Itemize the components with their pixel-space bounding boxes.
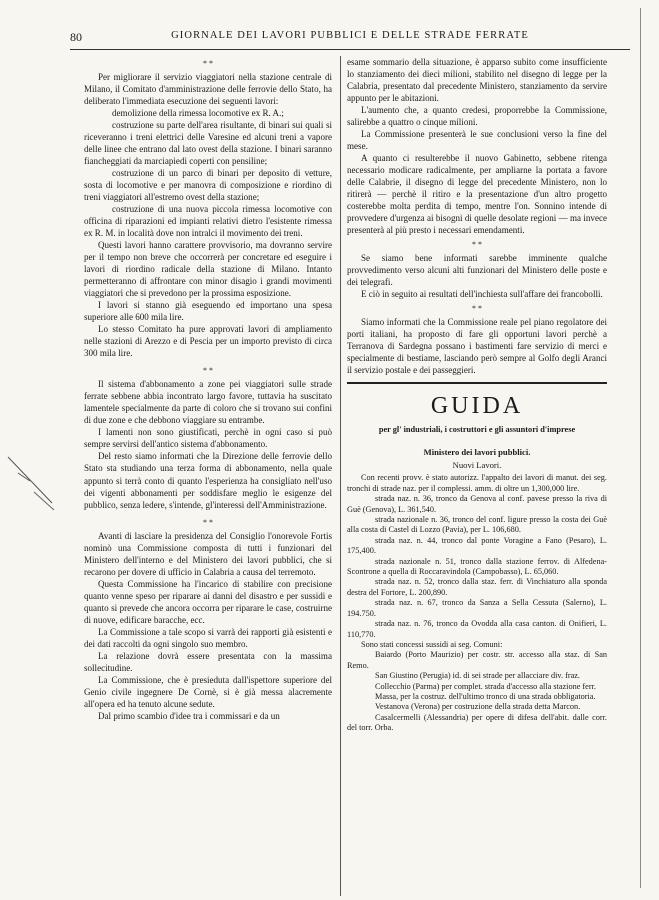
guida-entry: Casalcermelli (Alessandria) per opere di difesa dell'abit. dalle corr. del torr. Orba. — [347, 712, 607, 733]
section-separator: * * — [203, 59, 213, 68]
paragraph: esame sommario della situazione, è apparso subito come insufficiente lo stanziamento dei dieci milioni, stabilito nel disegno di legge per la Calabria, presentato dal precedente Ministero, stanziamento da servire appunto per le abitazioni. — [347, 57, 607, 104]
paragraph: La Commissione, che è presieduta dall'ispettore superiore del Genio civile ingegnere De Cornè, si è già messa alacremente all'opera ed ha tenuto alcune sedute. — [84, 674, 332, 709]
running-title: GIORNALE DEI LAVORI PUBBLICI E DELLE STRADE FERRATE — [171, 30, 529, 41]
section-separator: * * — [203, 517, 213, 527]
paragraph: costruzione di una nuova piccola rimessa locomotive con officina di riparazioni ed impianti relativi dietro l'esistente rimessa ex R. M. in località dove non intralci il movimento dei treni. — [84, 204, 332, 239]
paragraph: A quanto ci resulterebbe il nuovo Gabinetto, sebbene ritenga necessario modicare radicalmente, per ampliarne la portata a favore delle Calabrie, il disegno di legge del precedente Ministero, non lo ritirerà — perchè il ritiro e la presentazione d'un altro progetto costerebbe molta perdita di tempo, mentre l'on. Sonnino intende di provvedere d'urgenza ai bisogni di quelle desolate regioni — ma invece presenterà al più presto i necessari emendamenti. — [347, 153, 607, 236]
right-column — [347, 56, 607, 734]
paragraph: L'aumento che, a quanto credesi, proporrebbe la Commissione, salirebbe a quattro o cinque milioni. — [347, 105, 607, 128]
paragraph: La Commissione presenterà le sue conclusioni verso la fine del mese. — [347, 129, 607, 152]
paragraph: costruzione su parte dell'area risultante, di binari sui quali si riceveranno i treni elettrici delle Varesine ed alcuni treni a vapore delle linee che entrano dal lato ovest della stazione. I binari saranno fiancheggiati da marciapiedi coperti con pensiline; — [84, 120, 332, 167]
guida-entry: strada naz. n. 44, tronco dal ponte Voragine a Fano (Pesaro), L. 175,400. — [347, 535, 607, 556]
paragraph: Dal primo scambio d'idee tra i commissari e da un — [98, 710, 280, 721]
paragraph: Il sistema d'abbonamento a zone pei viaggiatori sulle strade ferrate sebbene abbia incontrato largo favore, tuttavia ha suscitato lamentele specialmente da parte di coloro che si trovano sui confini di due zone e che debbono viaggiare su entrambe. — [84, 379, 332, 426]
ministry-heading: Ministero dei lavori pubblici. — [423, 447, 531, 458]
section-separator: * * — [472, 240, 482, 250]
guida-entry: strada nazionale n. 51, tronco dalla stazione ferrov. di Alfedena-Scontrone a quella di Roccaravindola (Campobasso), L. 65,060. — [347, 556, 607, 577]
paragraph: Questa Commissione ha l'incarico di stabilire con precisione quanto venne speso per riparare ai danni del disastro e per sussidi e quanto si prevede che ancora occorra per riparare le case, costruirne di nuove, edificare baracche, ecc. — [84, 578, 332, 625]
guida-title: GUIDA — [430, 393, 524, 420]
guida-entry: Con recenti provv. è stato autorizz. l'appalto dei lavori di manut. dei seg. tronchi di strade naz. per il complessi. amm. di oltre un 1,300,000 lire. — [347, 473, 607, 493]
section-separator: * * — [472, 304, 482, 314]
paragraph: demolizione della rimessa locomotive ex R. A.; — [112, 108, 284, 119]
guida-entry: strada naz. n. 52, tronco dalla staz. ferr. di Vinchiaturo alla sponda destra del Fortore, L. 200,890. — [347, 577, 607, 597]
left-column — [84, 58, 332, 722]
paragraph: E ciò in seguito ai resultati dell'inchiesta sull'affare dei francobolli. — [361, 289, 603, 300]
paragraph: Lo stesso Comitato ha pure approvati lavori di ampliamento nelle stazioni di Arezzo e di Pescia per un importo previsto di circa 300 mila lire. — [84, 324, 332, 359]
guida-entry: Vestanova (Verona) per costruzione della strada detta Marcon. — [375, 702, 581, 712]
paragraph: La Commissione a tale scopo si varrà dei rapporti già esistenti e dei dati raccolti da ogni singolo suo membro. — [84, 626, 332, 649]
paragraph: I lavori si stanno già eseguendo ed importano una spesa superiore alle 600 mila lire. — [84, 300, 332, 323]
page-header — [70, 30, 630, 46]
header-rule — [70, 49, 630, 50]
paragraph: costruzione di un parco di binari per deposito di vetture, sosta di locomotive e per manovra di composizione e riordino di treni viaggiatori all'estremo ovest della stazione; — [84, 168, 332, 203]
guida-entry: strada naz. n. 76, tronco da Ovodda alla casa canton. di Onifieri, L. 110,770. — [347, 619, 607, 639]
guida-entry: strada naz. n. 67, tronco da Sanza a Sella Cessuta (Salerno), L. 194.750. — [347, 598, 607, 618]
section-heading: Nuovi Lavori. — [452, 460, 502, 471]
paragraph: Siamo informati che la Commissione reale pel piano regolatore dei porti italiani, ha proposto di fare gli opportuni lavori perchè a Terranova di Sardegna possano i bastimenti fare servizio di merci e specialmente di bestiame, lasciando però sempre al Golfo degli Aranci il servizio postale e dei passeggieri. — [347, 317, 607, 376]
guida-entry: San Giustino (Perugia) id. di sei strade per allacciare div. fraz. — [375, 671, 580, 681]
guida-entry: Baiardo (Porto Maurizio) per costr. str. accesso alla staz. di San Remo. — [347, 650, 607, 670]
paragraph: Avanti di lasciare la presidenza del Consiglio l'onorevole Fortis nominò una Commissione composta di tutti i funzionari del Ministero dell'interno e del Ministero dei lavori pubblici, che si recarono per dovere di ufficio in Calabria a causa del terremoto. — [84, 530, 332, 577]
paragraph: La relazione dovrà essere presentata con la massima sollecitudine. — [84, 650, 332, 673]
guida-subtitle: per gl' industriali, i costruttori e gli assuntori d'imprese — [378, 425, 576, 435]
stray-pen-mark-2 — [30, 488, 60, 518]
paragraph: Del resto siamo informati che la Direzione delle ferrovie dello Stato sta studiando una terza forma di abbonamento, nella quale appunto si terrà conto di quanto l'esperienza ha consigliato nell'uso dei vigenti abbonamenti per soddisfare meglio le esigenze del pubblico, senza ledere, s'intende, gl'interessi dell'Amministrazione. — [84, 451, 332, 510]
section-separator: * * — [203, 366, 213, 376]
column-rule — [340, 56, 341, 896]
guida-entry: strada naz. n. 36, tronco da Genova al conf. pavese presso la riva di Guè (Genova), L. 361,540. — [347, 494, 607, 514]
guida-entry: strada nazionale n. 36, tronco del conf. ligure presso la costa dei Guè alla costa di Castel di Lozzo (Pavia), per L. 106,680. — [347, 515, 607, 535]
paragraph: I lamenti non sono giustificati, perchè in ogni caso si può sempre servirsi dell'antico sistema d'abbonamento. — [84, 427, 332, 450]
paragraph: Se siamo bene informati sarebbe imminente qualche provvedimento verso alcuni alti funzionari del Ministero delle poste e dei telegrafi. — [347, 253, 607, 288]
guida-entries — [347, 473, 607, 733]
guida-entry: Sono stati concessi sussidi ai seg. Comuni: — [361, 639, 503, 649]
scan-edge-line — [640, 8, 641, 888]
guida-entry: Massa, per la costruz. dell'ultimo tronco di una strada obbligatoria. — [375, 691, 596, 701]
page-number: 80 — [70, 30, 82, 44]
paragraph: Questi lavori hanno carattere provvisorio, ma dovranno servire per il tempo non breve che occorrerà per concretare ed eseguire i lavori di riordino radicale della stazione di Milano. Intanto permetteranno di affrontare con minor disagio i grandi movimenti viaggiatori che si prevedono per la prossima esposizione. — [84, 240, 332, 299]
guida-rule — [347, 382, 607, 384]
paragraph: Per migliorare il servizio viaggiatori nella stazione centrale di Milano, il Comitato d'amministrazione delle ferrovie dello Stato, ha deliberato l'immediata esecuzione dei seguenti lavori: — [84, 72, 332, 107]
guida-entry: Collecchio (Parma) per complet. strada d'accesso alla stazione ferr. — [375, 681, 596, 691]
